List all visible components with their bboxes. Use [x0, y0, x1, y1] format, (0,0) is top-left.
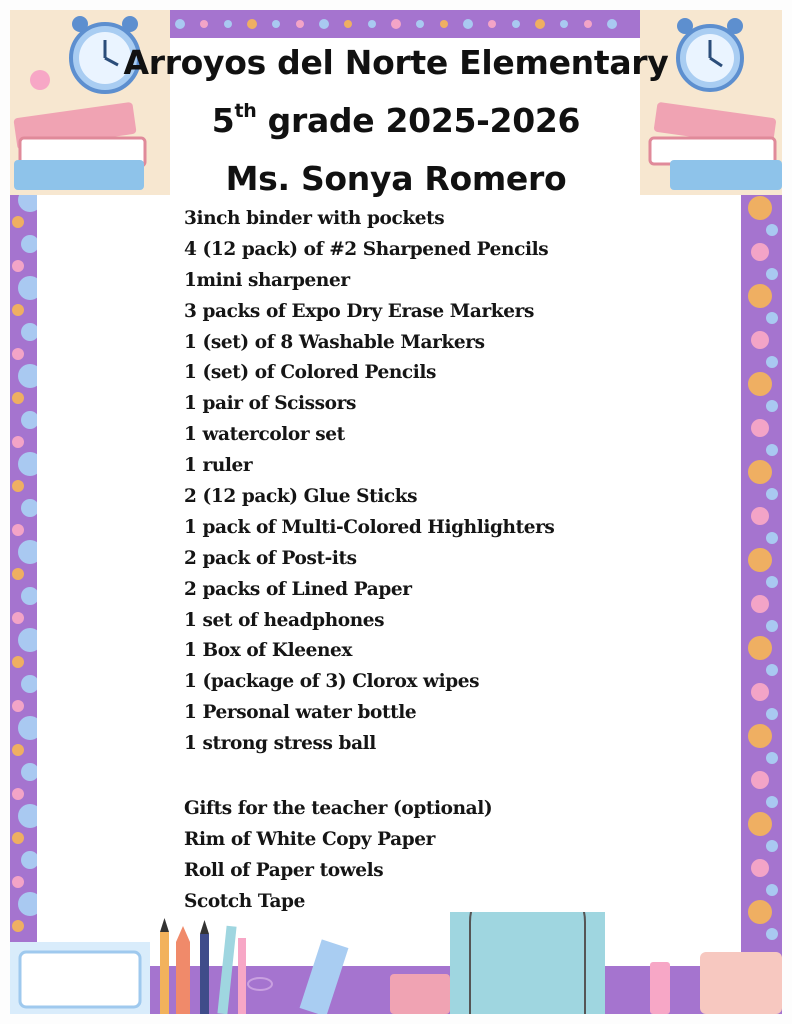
border-dot	[751, 595, 769, 613]
border-dot	[12, 788, 24, 800]
border-dot	[344, 20, 352, 28]
border-dot	[766, 488, 778, 500]
school-name: Arroyos del Norte Elementary	[123, 43, 669, 82]
list-item: 1mini sharpener	[184, 269, 350, 291]
list-item: 2 pack of Post-its	[184, 547, 357, 569]
border-dot	[748, 460, 772, 484]
border-dot	[12, 524, 24, 536]
list-item: 2 (12 pack) Glue Sticks	[184, 486, 418, 508]
border-dot	[766, 884, 778, 896]
border-dot	[416, 20, 424, 28]
border-dot	[12, 436, 24, 448]
list-item: 1 strong stress ball	[184, 733, 376, 755]
border-dot	[463, 19, 473, 29]
border-dot	[12, 348, 24, 360]
list-item: 1 pack of Multi-Colored Highlighters	[184, 516, 555, 538]
teacher-name: Ms. Sonya Romero	[225, 159, 567, 198]
teacher-gifts-section	[184, 793, 604, 917]
border-dot	[272, 20, 280, 28]
border-dot	[748, 372, 772, 396]
border-dot	[391, 19, 401, 29]
list-item: 1 pair of Scissors	[184, 393, 356, 415]
page-header	[90, 34, 702, 208]
border-dot	[12, 876, 24, 888]
list-item: 1 set of headphones	[184, 609, 385, 631]
list-item: 1 (package of 3) Clorox wipes	[184, 671, 480, 693]
list-item: 1 ruler	[184, 455, 253, 477]
list-item: Scotch Tape	[184, 891, 305, 912]
border-dot	[12, 700, 24, 712]
border-dot	[751, 419, 769, 437]
border-dot	[488, 20, 496, 28]
border-dot	[748, 284, 772, 308]
border-dot	[319, 19, 329, 29]
border-dot	[766, 532, 778, 544]
border-dot	[12, 304, 24, 316]
border-dot	[766, 840, 778, 852]
border-dot	[175, 19, 185, 29]
border-dot	[766, 752, 778, 764]
border-dot	[766, 796, 778, 808]
border-dot	[12, 260, 24, 272]
border-dot	[751, 683, 769, 701]
border-dot	[607, 19, 617, 29]
list-item: 4 (12 pack) of #2 Sharpened Pencils	[184, 238, 549, 260]
border-dot	[766, 268, 778, 280]
list-item: 1 (set) of Colored Pencils	[184, 362, 437, 384]
border-dot	[12, 744, 24, 756]
border-dot	[12, 216, 24, 228]
border-dot	[584, 20, 592, 28]
border-dot	[296, 20, 304, 28]
border-dot	[224, 20, 232, 28]
school-supplies-art	[10, 912, 782, 1014]
border-dot	[751, 507, 769, 525]
border-dot	[751, 331, 769, 349]
grade-year-text: grade 2025-2026	[256, 101, 581, 140]
border-dot	[766, 444, 778, 456]
border-dot	[512, 20, 520, 28]
border-dot	[560, 20, 568, 28]
border-dot	[12, 656, 24, 668]
border-dot	[766, 576, 778, 588]
border-dot	[748, 196, 772, 220]
border-dot	[766, 356, 778, 368]
border-dot	[247, 19, 257, 29]
border-dot	[12, 568, 24, 580]
border-dot	[751, 243, 769, 261]
border-dot	[12, 832, 24, 844]
border-dot	[200, 20, 208, 28]
list-item: Rim of White Copy Paper	[184, 829, 436, 850]
grade-number: 5	[211, 101, 235, 140]
grade-year	[90, 92, 702, 150]
border-dot	[12, 480, 24, 492]
border-dot	[748, 548, 772, 572]
supply-list	[184, 204, 604, 760]
list-item: 2 packs of Lined Paper	[184, 578, 412, 600]
border-dot	[12, 612, 24, 624]
list-item: Roll of Paper towels	[184, 860, 384, 881]
border-dot	[766, 620, 778, 632]
border-dot	[12, 392, 24, 404]
border-dot	[535, 19, 545, 29]
border-dot	[766, 664, 778, 676]
border-dot	[748, 636, 772, 660]
border-dot	[368, 20, 376, 28]
list-item: 1 watercolor set	[184, 424, 345, 446]
list-item: 1 Personal water bottle	[184, 702, 417, 724]
grade-suffix: th	[234, 100, 257, 122]
list-item: 3 packs of Expo Dry Erase Markers	[184, 300, 534, 322]
border-dot	[751, 771, 769, 789]
list-item: 3inch binder with pockets	[184, 208, 445, 229]
list-item: 1 Box of Kleenex	[184, 640, 352, 662]
border-dot	[766, 312, 778, 324]
list-item: 1 (set) of 8 Washable Markers	[184, 331, 485, 353]
border-dot	[440, 20, 448, 28]
border-dot	[766, 708, 778, 720]
border-dot	[751, 859, 769, 877]
border-dot	[748, 812, 772, 836]
border-dot	[766, 400, 778, 412]
gifts-heading: Gifts for the teacher (optional)	[184, 798, 493, 819]
border-dot	[766, 224, 778, 236]
border-dot	[748, 724, 772, 748]
